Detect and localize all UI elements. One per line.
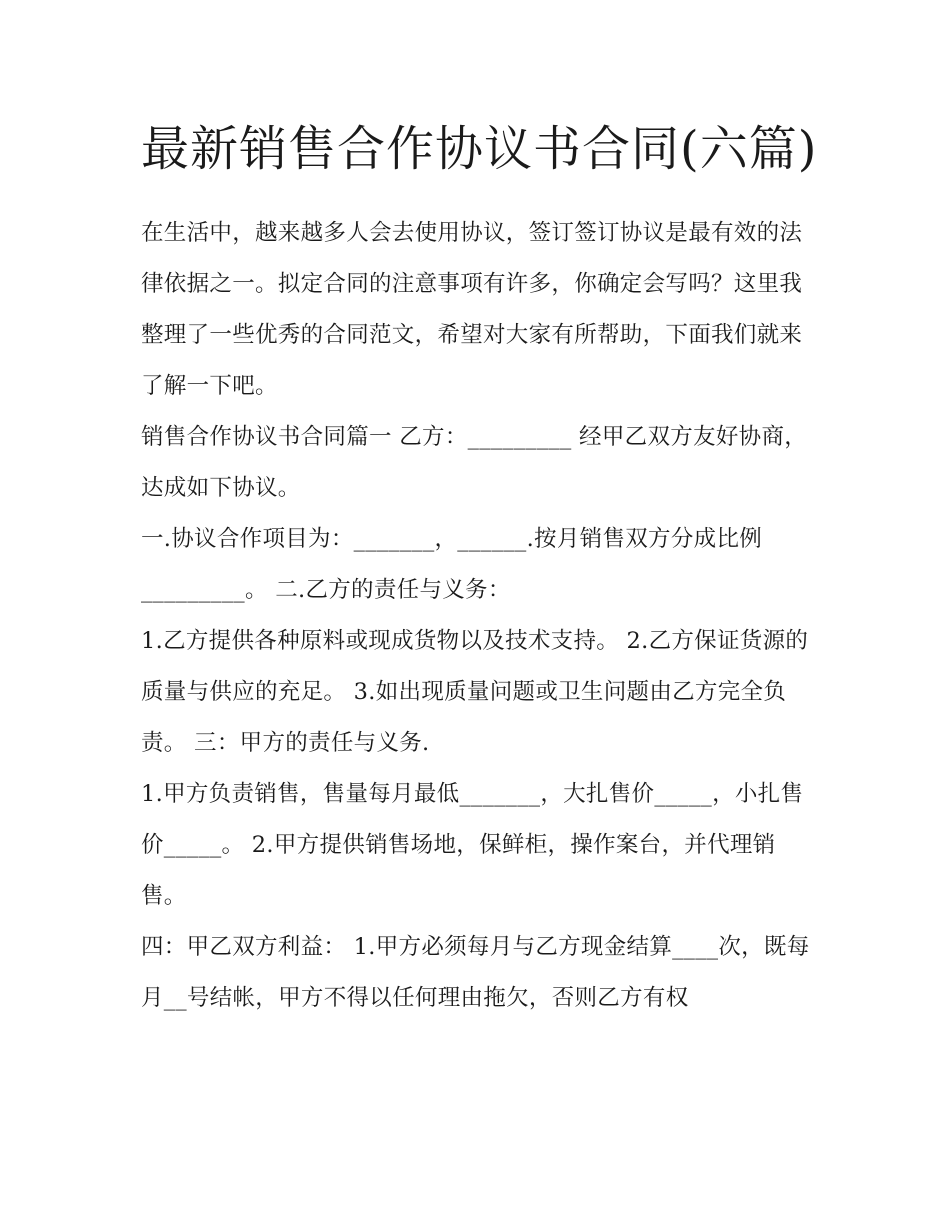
paragraph-party-b-duties: 1.乙方提供各种原料或现成货物以及技术支持。 2.乙方保证货源的质量与供应的充足。 3.如出现质量问题或卫生问题由乙方完全负责。 三：甲方的责任与义务. [141,628,809,756]
paragraph-intro: 在生活中，越来越多人会去使用协议，签订签订协议是最有效的法律依据之一。拟定合同的注意事项有许多，你确定会写吗？这里我整理了一些优秀的合同范文，希望对大家有所帮助，下面我们就来了解一下吧。 [141,220,803,399]
paragraph-cooperation-project: 一.协议合作项目为：_______，______.按月销售双方分成比例_________。 二.乙方的责任与义务： [141,526,763,603]
document-title: 最新销售合作协议书合同(六篇) [141,121,818,177]
paragraph-mutual-interests: 四：甲乙双方利益： 1.甲方必须每月与乙方现金结算____次，既每月__号结帐，甲方不得以任何理由拖欠，否则乙方有权 [141,934,810,1011]
paragraph-party-a-duties: 1.甲方负责销售，售量每月最低_______，大扎售价_____，小扎售价_____。 2.甲方提供销售场地，保鲜柜，操作案台，并代理销售。 [141,781,804,909]
document-page [141,112,821,1024]
paragraph-part-one-heading: 销售合作协议书合同篇一 乙方：_________ 经甲乙双方友好协商，达成如下协议。 [141,424,808,501]
